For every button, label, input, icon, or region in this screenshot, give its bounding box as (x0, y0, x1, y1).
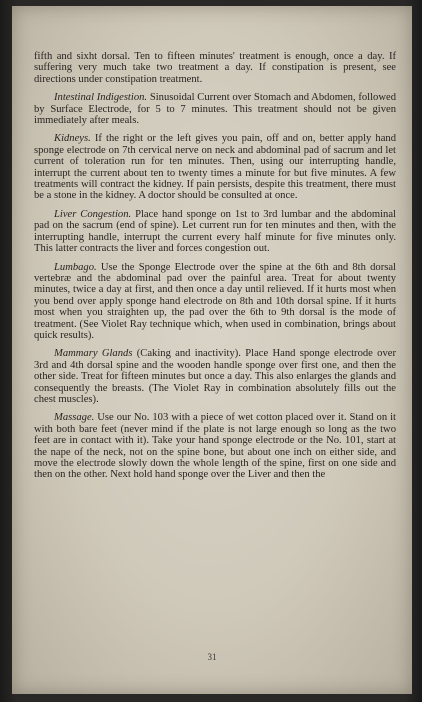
paragraph-intestinal-indigestion (34, 92, 396, 126)
section-heading: Massage. (54, 412, 95, 424)
paragraph-body: If the right or the left gives you pain, off and on, better apply hand sponge electrode on 7th cervical nerve on neck and abdominal pad of sacrum and let current of toleration run for ten minutes. Then, using our interrupting handle, interrupt the current about ten to twenty times a minute for but five minutes. A few treatments will contract the kidney. If pain persists, despite this treatment, there must be a stone in the kidney. A doctor should be consulted at once. (34, 133, 396, 202)
page-text (34, 51, 396, 488)
paragraph-body: Place hand sponge on 1st to 3rd lumbar and the abdominal pad on the sacrum (end of spine). Let current run for ten minutes and then, with the interrupting handle, interrupt the current every half minute for five minutes only. This latter contracts the liver and forces congestion out. (34, 208, 396, 255)
paragraph-mammary-glands (34, 348, 396, 405)
paragraph-liver-congestion (34, 209, 396, 255)
section-heading: Intestinal Indigestion. (54, 92, 148, 104)
paragraph-body: (Caking and inactivity). Place Hand sponge electrode over 3rd and 4th dorsal spine and the wooden handle sponge over first one, and then the other side. Treat for fifteen minutes but once a day. This also enlarges the glands and consequently the breasts. (The Violet Ray in combination absolutely fills out the chest muscles). (34, 348, 396, 405)
paragraph-lumbago (34, 262, 396, 342)
book-page (12, 6, 412, 694)
paragraph-body: fifth and sixht dorsal. Ten to fifteen minutes' treatment is enough, once a day. If suffering very much take two treatment a day. If constipation is present, see directions under constipation treatment. (34, 51, 396, 85)
section-heading: Lumbago. (54, 261, 97, 273)
paragraph-body: Use the Sponge Electrode over the spine at the 6th and 8th dorsal vertebræ and the abdominal pad over the painful area. Treat for about twenty minutes, twice a day at first, and then once a day until relieved. If it hurts most when you bend over apply sponge hand electrode on 8th and 10th dorsal spine. If it hurts most when you straighten up, the pad over the 6th to 9th dorsal is the mode of treatment. (See Violet Ray technique which, when used in combination, brings about quick results). (34, 261, 396, 341)
paragraph-kidneys (34, 133, 396, 201)
page-number: 31 (207, 652, 217, 662)
section-heading: Liver Congestion. (54, 208, 132, 220)
paragraph-body: Sinusoidal Current over Stomach and Abdomen, followed by Surface Electrode, for 5 to 7 minutes. This treatment should not be given immediately after meals. (34, 92, 397, 127)
paragraph-dorsal-continuation (34, 51, 396, 85)
section-heading: Kidneys. (54, 133, 91, 145)
section-heading: Mammary Glands (54, 348, 133, 360)
paragraph-massage (34, 412, 396, 480)
paragraph-body: Use our No. 103 with a piece of wet cotton placed over it. Stand on it with both bare feet (never mind if the plate is not large enough so long as the two feet are in contact with it). Take your hand sponge electrode or the No. 101, start at the nape of the neck, not on the spine bone, but about one inch on either side, and move the electrode slowly down the whole length of the spine, first on one side and then on the other. Next hold hand sponge over the Liver and then the (34, 412, 396, 481)
